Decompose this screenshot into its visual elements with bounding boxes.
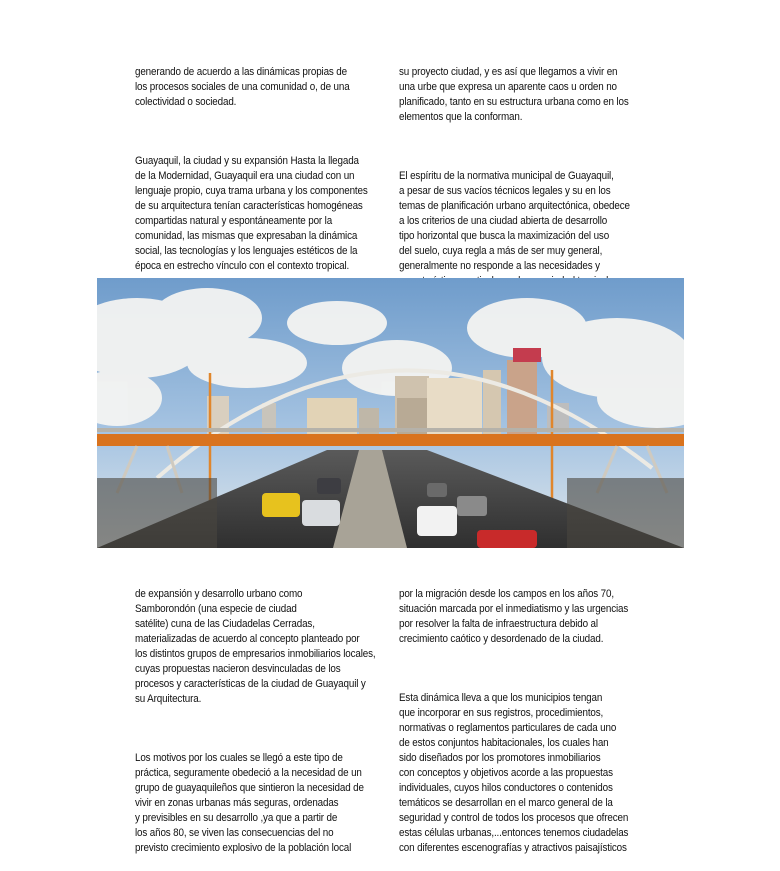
paragraph: Guayaquil, la ciudad y su expansión Hasta la llegada de la Modernidad, Guayaquil era una ciudad con un lenguaje propio, cuya trama urbana y los componentes de su arquitectura tenían características homogéneas compartidas natural y espontáneamente por la comunidad, las mismas que expresaban la dinámica social, las tecnologías y los lenguajes estéticos de la época en estrecho vínculo con el contexto tropical. (135, 155, 368, 272)
paragraph: generando de acuerdo a las dinámicas propias de los procesos sociales de una comunidad o, de una colectividad o sociedad. (135, 66, 350, 108)
paragraph: por la migración desde los campos en los años 70, situación marcada por el inmediatismo y las urgencias por resolver la falta de infraestructura debido al crecimiento caótico y desordenado de la ciudad. (399, 588, 629, 645)
paragraph: de expansión y desarrollo urbano como Samborondón (una especie de ciudad satélite) cuna de las Ciudadelas Cerradas, materializadas de acuerdo al concepto planteado por los distintos grupos de empresarios inmobiliarios locales, cuyas propuestas nacieron desvinculadas de los procesos y características de la ciudad de Guayaquil y su Arquitectura. (135, 588, 376, 705)
paragraph: Los motivos por los cuales se llegó a este tipo de práctica, seguramente obedeció a la necesidad de un grupo de guayaquileños que sintieron la necesidad de vivir en zonas urbanas más seguras, ordenadas y previsibles en su desarrollo ,ya que a partir de los años 80, se viven las consecuencias del no previsto crecimiento explosivo de la población local (135, 752, 364, 854)
paragraph: Esta dinámica lleva a que los municipios tengan que incorporar en sus registros, procedimientos, normativas o reglamentos particulares de cada uno de estos conjuntos habitacionales, los cuales han sido diseñados por los promotores inmobiliarios con conceptos y objetivos acorde a las propuestas individuales, cuyos hilos conductores o contenidos temáticos se desarrollan en el marco general de la seguridad y control de todos los procesos que ofrecen estas células urbanas,...entonces tenemos ciudadelas con diferentes escenografías y atractivos paisajísticos (399, 692, 629, 854)
text-column-bottom-right (399, 557, 628, 871)
paragraph: su proyecto ciudad, y es así que llegamos a vivir en una urbe que expresa un aparente caos u orden no planificado, tanto en su estructura urbana como en los elementos que la conforman. (399, 66, 629, 123)
bridge-deck (97, 434, 684, 446)
paragraph: El espíritu de la normativa municipal de Guayaquil, a pesar de sus vacíos técnicos legales y su en los temas de planificación urbano arquitectónica, obedece a los criterios de una ciudad abierta de desarrollo tipo horizontal que busca la maximización del uso del suelo, cuya regla a más de ser muy general, generalmente no responde a las necesidades y (399, 170, 630, 272)
city-bridge-photo (97, 278, 684, 548)
text-column-bottom-left (135, 557, 376, 871)
